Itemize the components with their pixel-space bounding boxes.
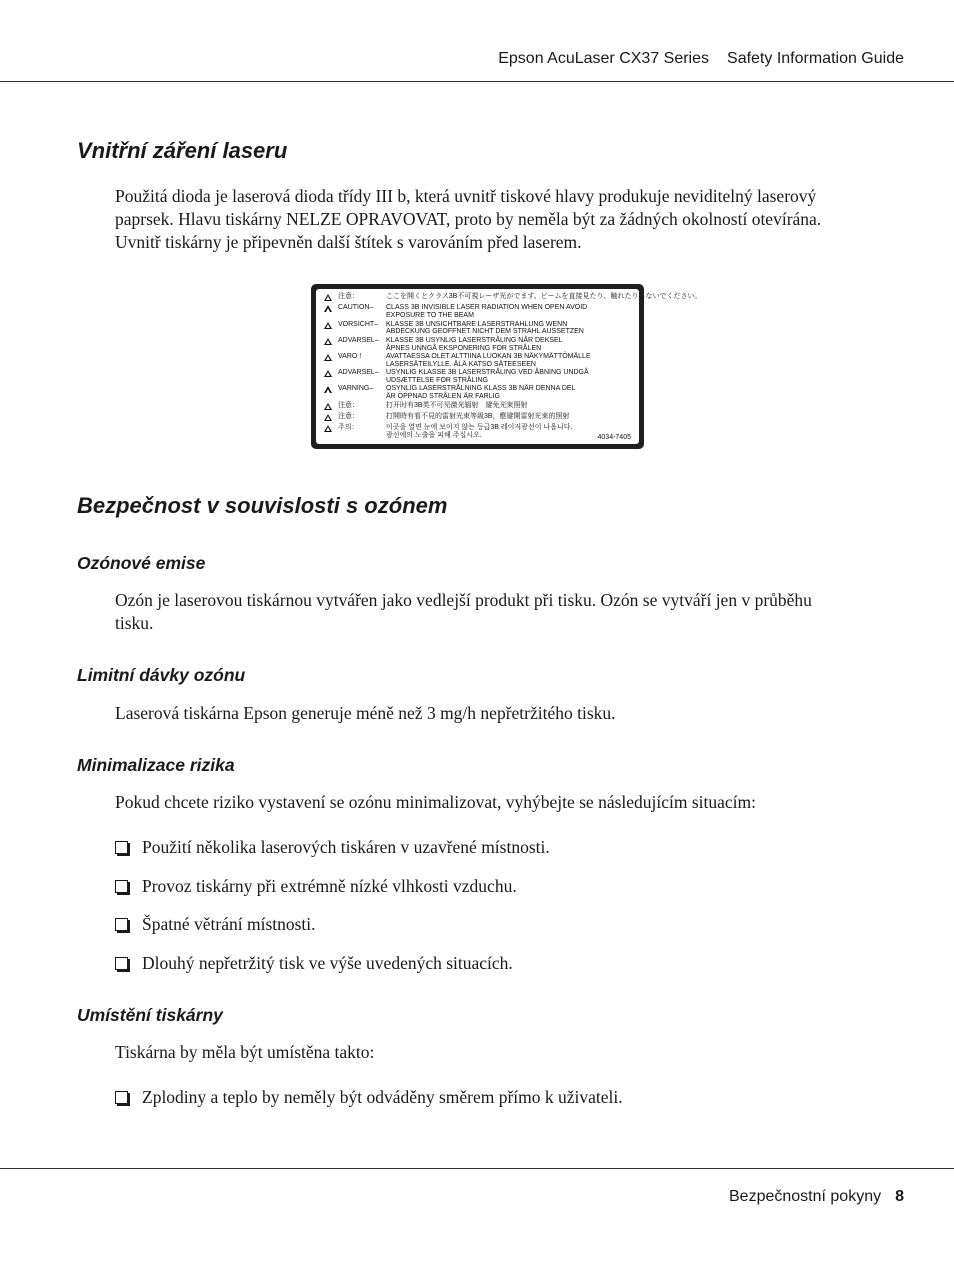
subsection-title-ozone-emissions: Ozónové emise xyxy=(77,553,206,573)
list-item xyxy=(115,836,895,859)
label-warning-text xyxy=(386,385,633,401)
list-item-text: Provoz tiskárny při extrémně nízké vlhkosti vzduchu. xyxy=(142,876,517,896)
warning-triangle-icon xyxy=(324,321,338,332)
label-row xyxy=(324,424,633,440)
label-row xyxy=(324,369,633,385)
label-warning-text xyxy=(386,321,633,337)
list-item-text: Zplodiny a teplo by neměly být odváděny směrem přímo k uživateli. xyxy=(142,1087,623,1107)
label-warning-line: OSYNLIG LASERSTRÅLNING KLASS 3B NÄR DENNA DEL xyxy=(386,385,576,393)
label-language-tag: VARNING– xyxy=(338,385,374,393)
label-warning-line: CLASS 3B INVISIBLE LASER RADIATION WHEN OPEN AVOID xyxy=(386,304,588,312)
list-item-text: Dlouhý nepřetržitý tisk ve výše uvedených situacích. xyxy=(142,953,513,973)
checkbox-bullet-icon xyxy=(115,957,128,970)
label-row xyxy=(324,402,633,413)
label-warning-text xyxy=(386,304,633,320)
list-item-text: Použití několika laserových tiskáren v uzavřené místnosti. xyxy=(142,837,550,857)
label-language-tag: ADVARSEL– xyxy=(338,369,379,377)
label-warning-line: ÅPNES UNNGÅ EKSPONERING FOR STRÅLEN xyxy=(386,344,542,352)
label-language-tag: VARO ! xyxy=(338,352,362,360)
list-item xyxy=(115,913,895,936)
label-row xyxy=(324,353,633,369)
page-number: 8 xyxy=(895,1188,904,1205)
label-warning-line: 광선에의 노출을 피해 주십시오. xyxy=(386,432,482,440)
label-warning-line: ÄR ÖPPNAD STRÅLEN ÄR FARLIG xyxy=(386,393,500,401)
warning-triangle-icon xyxy=(324,402,338,413)
label-warning-text xyxy=(386,413,633,421)
label-language-tag: 注意： xyxy=(338,401,359,409)
label-warning-text xyxy=(386,337,633,353)
subsection-title-ozone-limits: Limitní dávky ozónu xyxy=(77,665,246,685)
label-language-tag: 注意： xyxy=(338,293,359,300)
checkbox-bullet-icon xyxy=(115,841,128,854)
list-item-text: Špatné větrání místnosti. xyxy=(142,914,316,934)
checkbox-bullet-icon xyxy=(115,918,128,931)
paragraph-line: paprsek. Hlavu tiskárny NELZE OPRAVOVAT, proto by neměla být za žádných okolností otevírána. xyxy=(115,209,822,229)
list-item xyxy=(115,875,895,898)
label-warning-line: AVATTAESSA OLET ALTTIINA LUOKAN 3B NÄKYMÄTTÖMÄLLE xyxy=(386,352,591,360)
label-warning-text xyxy=(386,402,633,410)
printer-placement-paragraph: Tiskárna by měla být umístěna takto: xyxy=(115,1042,375,1062)
running-header xyxy=(498,50,904,68)
laser-warning-label-body xyxy=(316,289,702,444)
checkbox-bullet-icon xyxy=(115,1091,128,1104)
label-row xyxy=(324,304,633,320)
section-title-laser-radiation: Vnitřní záření laseru xyxy=(77,138,288,163)
warning-triangle-icon xyxy=(324,353,338,364)
label-language-tag: CAUTION– xyxy=(338,304,374,312)
label-language-tag: 주의： xyxy=(338,424,359,432)
label-warning-text xyxy=(386,424,633,440)
footer-divider xyxy=(0,1168,954,1169)
label-warning-line: UDSÆTTELSE FOR STRÅLING xyxy=(386,376,488,384)
subsection-title-risk-minimization: Minimalizace rizika xyxy=(77,755,235,775)
label-warning-line: USYNLIG KLASSE 3B LASERSTRÅLING VED ÅBNING UNDGÅ xyxy=(386,369,589,377)
header-product: Epson AcuLaser CX37 Series xyxy=(498,50,710,67)
label-warning-line: EXPOSURE TO THE BEAM xyxy=(386,312,474,320)
laser-warning-label xyxy=(311,284,702,449)
label-language-tag: 注意： xyxy=(338,412,359,420)
paragraph-line: tisku. xyxy=(115,613,154,633)
label-warning-line: KLASSE 3B UNSICHTBARE LASERSTRAHLUNG WENN xyxy=(386,320,568,328)
label-row xyxy=(324,321,633,337)
label-row xyxy=(324,413,633,424)
label-warning-line: ABDECKUNG GEOFFNET NICHT DEM STRAHL AUSSETZEN xyxy=(386,328,584,336)
label-language-tag: VORSICHT– xyxy=(338,320,379,328)
laser-radiation-paragraph xyxy=(115,185,895,254)
paragraph-line: Ozón je laserovou tiskárnou vytvářen jako vedlejší produkt při tisku. Ozón se vytváří jen v průběhu xyxy=(115,590,812,610)
label-warning-line: KLASSE 3B USYNLIG LASERSTRÅLING NÅR DEKSEL xyxy=(386,336,563,344)
warning-triangle-icon xyxy=(324,424,338,435)
label-warning-text xyxy=(386,293,702,301)
warning-triangle-icon xyxy=(324,293,338,304)
label-warning-line: 이곳을 열면 눈에 보이지 않는 등급3B 레이저광선이 나옵니다. xyxy=(386,424,573,432)
label-warning-text xyxy=(386,369,633,385)
paragraph-line: Použitá dioda je laserová dioda třídy III b, která uvnitř tiskové hlavy produkuje neviditelný laserový xyxy=(115,186,817,206)
paragraph-line: Uvnitř tiskárny je připevněn další štítek s varováním před laserem. xyxy=(115,232,582,252)
label-warning-line: 打开时有3B类不可见激光辐射 避免光束照射 xyxy=(386,401,528,409)
label-row xyxy=(324,293,702,304)
header-guide-title: Safety Information Guide xyxy=(727,50,904,67)
page-header xyxy=(0,0,954,82)
page-footer xyxy=(729,1188,904,1206)
ozone-emissions-paragraph xyxy=(115,589,895,635)
label-warning-text xyxy=(386,353,633,369)
checkbox-bullet-icon xyxy=(115,880,128,893)
label-warning-line: 打開時有看不見的雷射光束等級3B，應避開雷射光束的照射 xyxy=(386,412,570,420)
section-title-ozone-safety: Bezpečnost v souvislosti s ozónem xyxy=(77,493,448,518)
label-row xyxy=(324,337,633,353)
subsection-title-printer-placement: Umístění tiskárny xyxy=(77,1005,223,1025)
list-item xyxy=(115,952,895,975)
warning-triangle-icon xyxy=(324,413,338,424)
warning-triangle-icon xyxy=(324,304,338,315)
label-warning-line: ここを開くとクラス3B不可視レーザ光がでます。ビームを直接見たり、触れたりしないでください。 xyxy=(386,293,702,300)
label-language-tag: ADVARSEL– xyxy=(338,336,379,344)
warning-triangle-icon xyxy=(324,369,338,380)
warning-triangle-icon xyxy=(324,337,338,348)
warning-triangle-icon xyxy=(324,385,338,396)
footer-section-name: Bezpečnostní pokyny xyxy=(729,1188,882,1205)
label-part-number: 4034-7405 xyxy=(597,434,631,441)
risk-minimization-paragraph: Pokud chcete riziko vystavení se ozónu minimalizovat, vyhýbejte se následujícím situacím: xyxy=(115,792,757,812)
label-warning-line: LASERSÄTEILYLLE. ÄLÄ KATSO SÄTEESEEN xyxy=(386,360,536,368)
list-item xyxy=(115,1086,895,1109)
ozone-limits-paragraph: Laserová tiskárna Epson generuje méně než 3 mg/h nepřetržitého tisku. xyxy=(115,703,616,723)
label-row xyxy=(324,385,633,401)
